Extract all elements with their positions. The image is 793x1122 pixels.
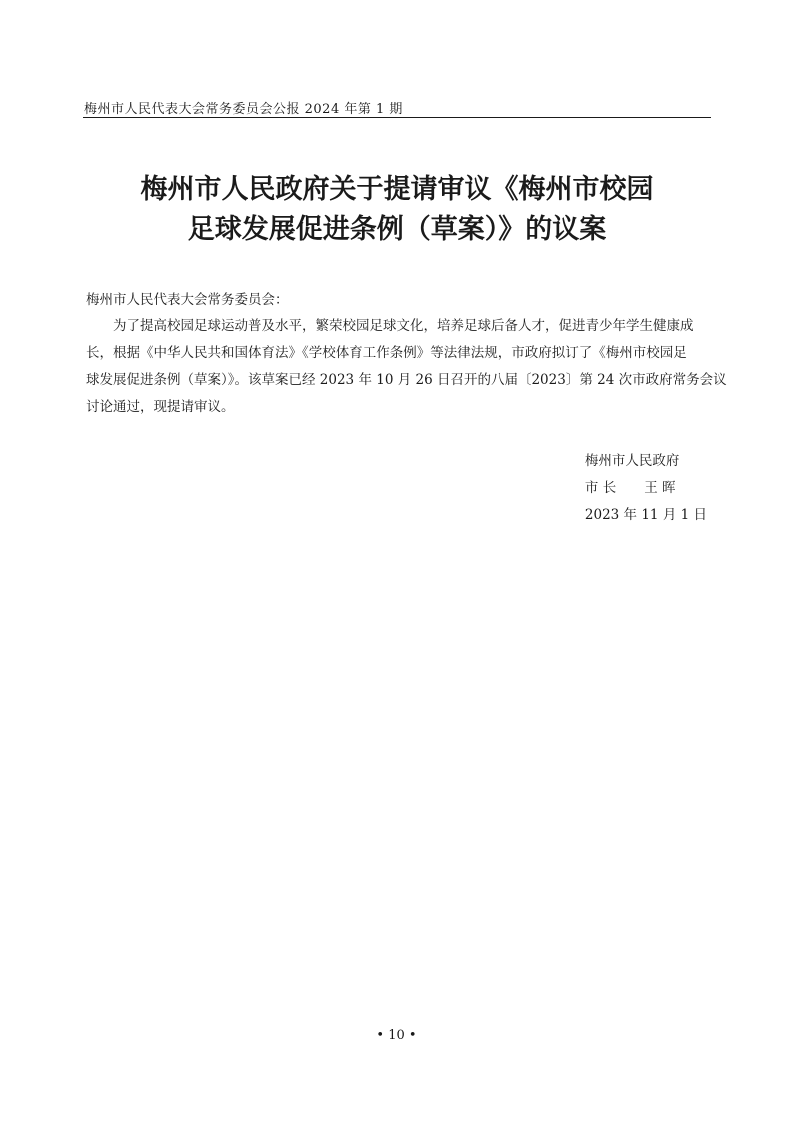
document-title-line-1: 梅州市人民政府关于提请审议《梅州市校园 — [140, 174, 654, 205]
body-line-3: 球发展促进条例（草案）》。该草案已经 2023 年 10 月 26 日召开的八届〔2023〕第 24 次市政府常务会议 — [86, 372, 727, 388]
document-title — [83, 170, 711, 250]
salutation: 梅州市人民代表大会常务委员会： — [86, 292, 289, 308]
body-line-1: 为了提高校园足球运动普及水平，繁荣校园足球文化，培养足球后备人才，促进青少年学生健康成 — [113, 318, 694, 334]
signature-name: 王 晖 — [644, 480, 676, 496]
signature-position: 市 长 — [584, 480, 617, 496]
document-title-line-2: 足球发展促进条例（草案）》的议案 — [187, 214, 607, 245]
signature-title-line — [585, 475, 707, 502]
header-divider — [83, 117, 711, 118]
page-number: • 10 • — [376, 1028, 417, 1043]
body-paragraph — [86, 313, 727, 421]
body-line-2: 长，根据《中华人民共和国体育法》《学校体育工作条例》等法律法规，市政府拟订了《梅州市校园足 — [86, 345, 687, 361]
signature-organization: 梅州市人民政府 — [584, 453, 680, 469]
running-header: 梅州市人民代表大会常务委员会公报 2024 年第 1 期 — [84, 102, 403, 117]
signature-block — [585, 448, 707, 529]
body-line-4: 讨论通过，现提请审议。 — [86, 399, 235, 415]
signature-date: 2023 年 11 月 1 日 — [584, 507, 707, 523]
